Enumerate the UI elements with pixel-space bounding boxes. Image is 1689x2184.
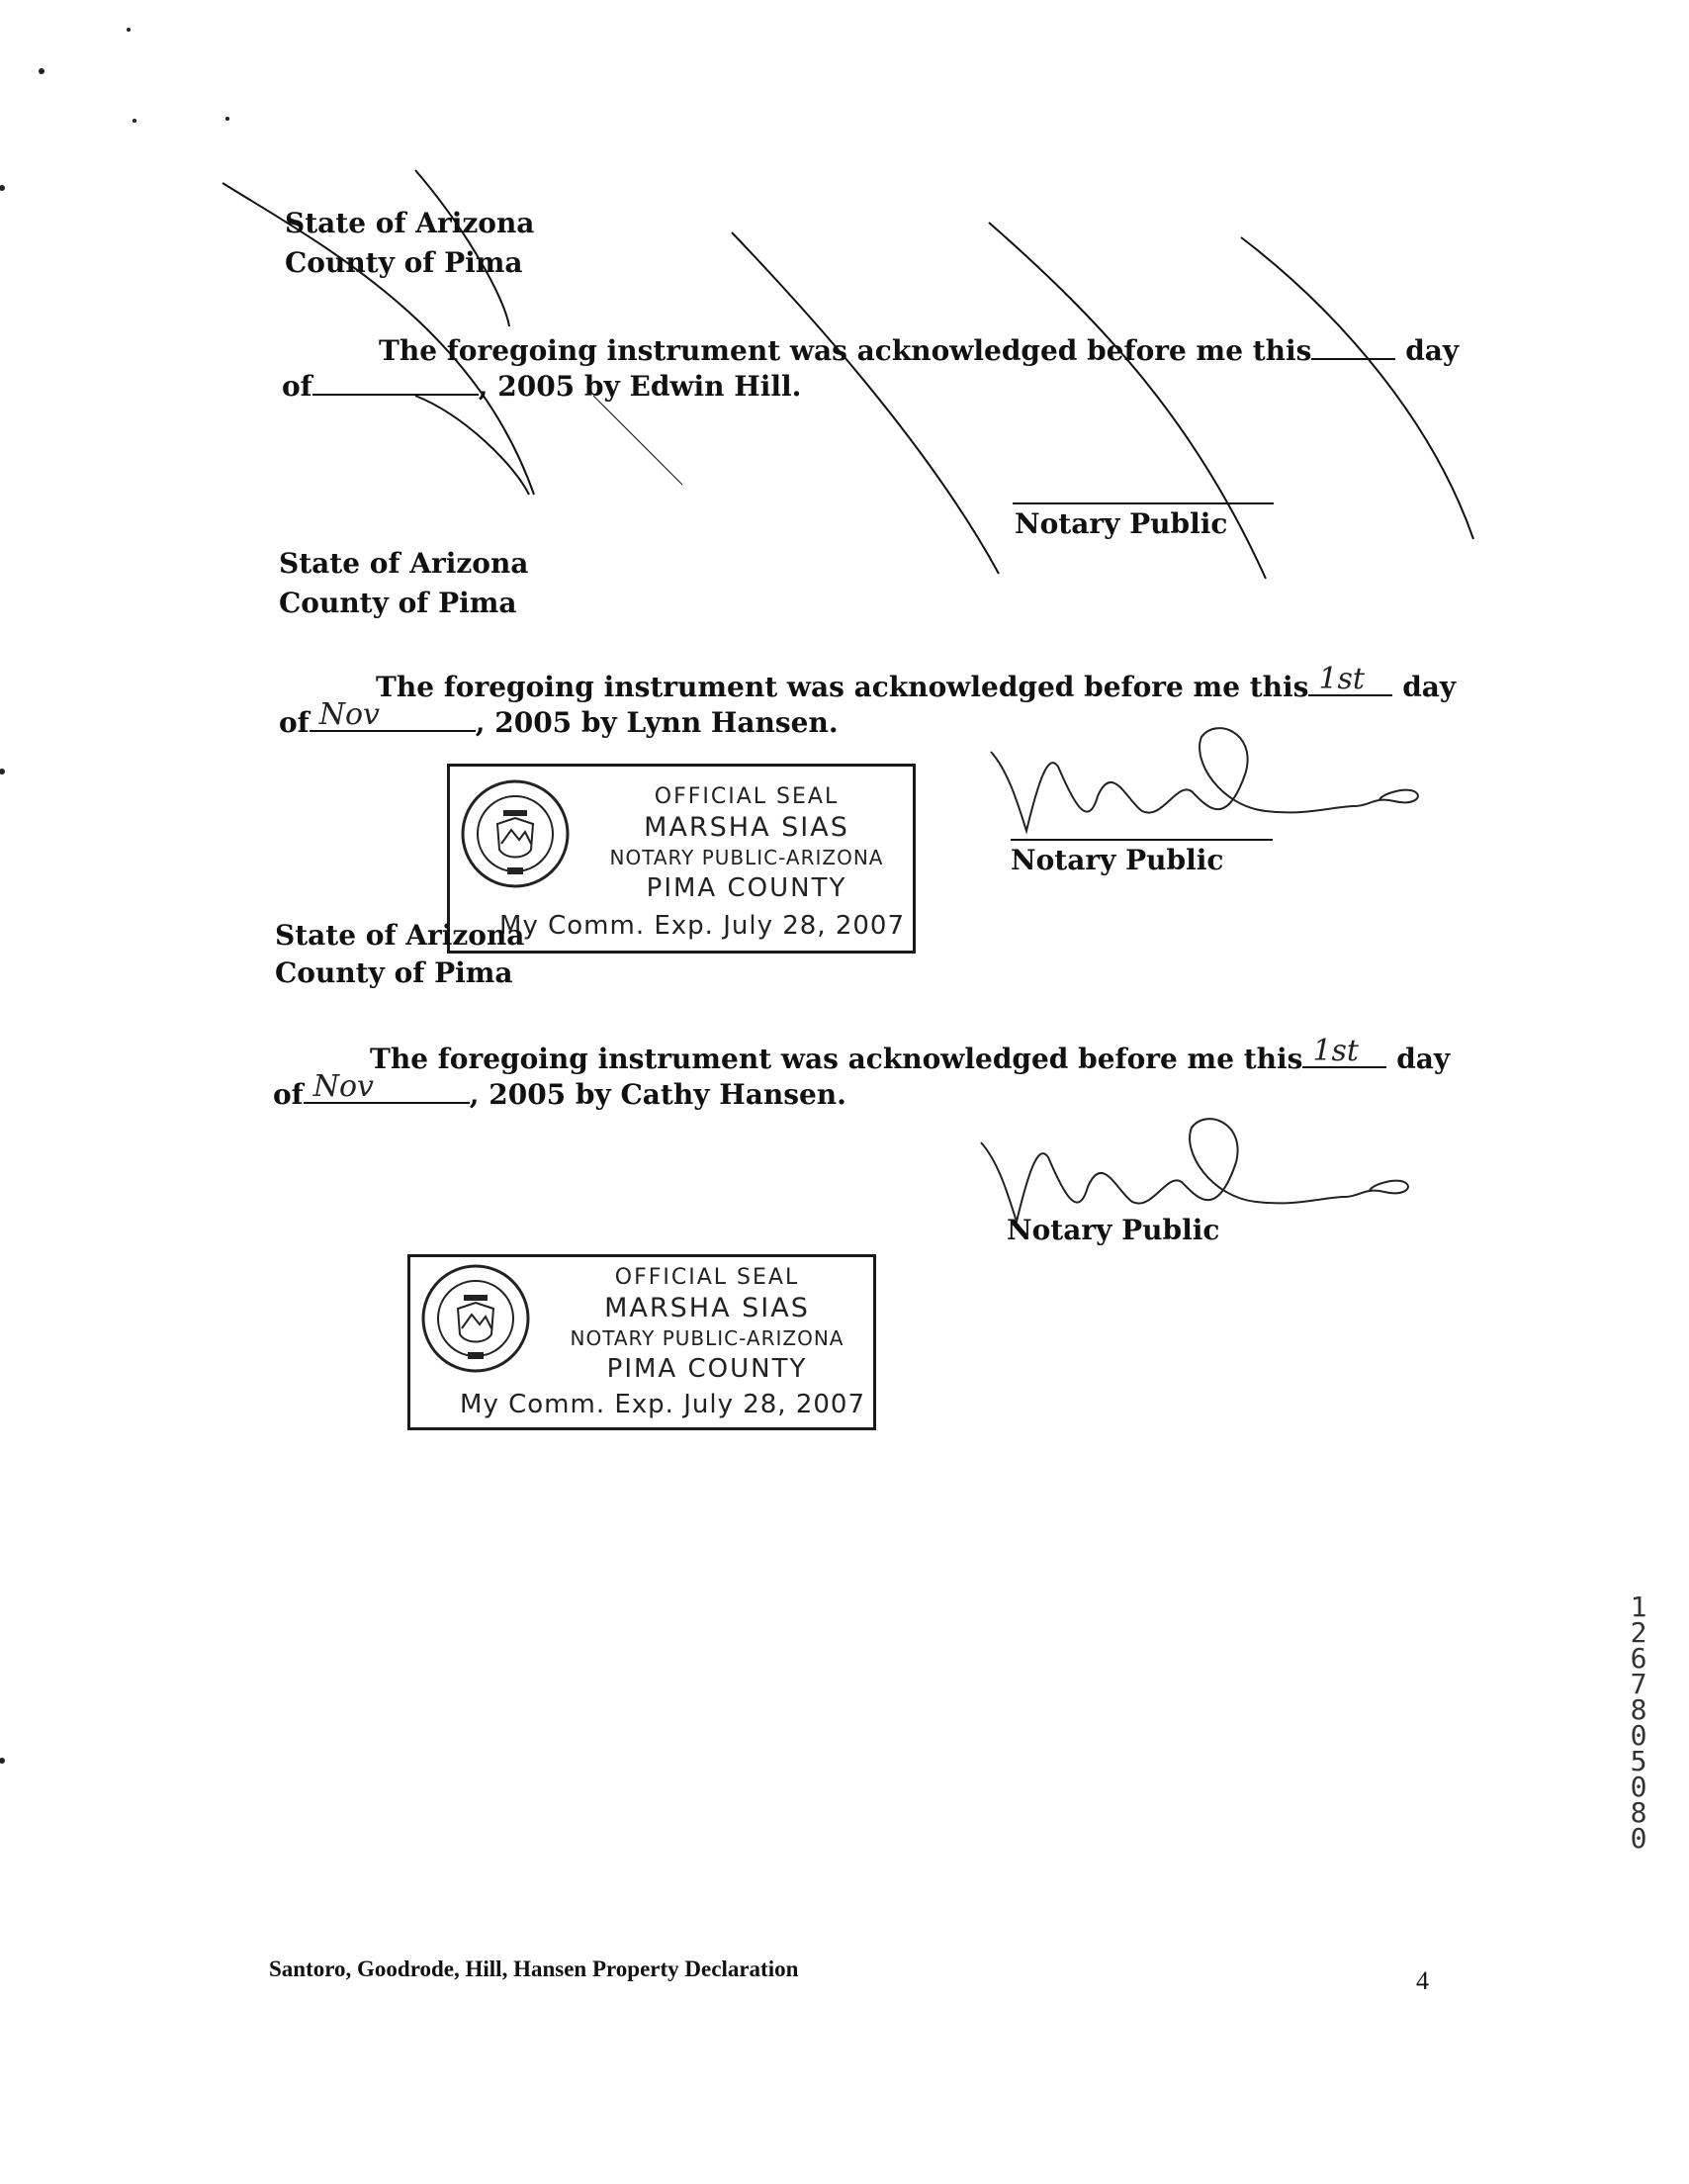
- ack-line-3: [370, 1034, 1451, 1075]
- stamp-title-1: OFFICIAL SEAL: [654, 784, 840, 809]
- arizona-seal-icon: [420, 1263, 531, 1374]
- day-value-3: 1st: [1312, 1034, 1359, 1068]
- signer-3: , 2005 by Cathy Hansen.: [469, 1078, 846, 1111]
- of-word-2: of: [279, 706, 310, 739]
- county-label-1: County of Pima: [285, 246, 523, 279]
- of-word-3: of: [273, 1078, 304, 1111]
- state-label-2: State of Arizona: [279, 547, 529, 580]
- signature-line-2: [1011, 839, 1273, 841]
- stamp-expires-2: My Comm. Exp. July 28, 2007: [460, 1390, 865, 1419]
- ack-text-3: The foregoing instrument was acknowledged before me this: [370, 1043, 1303, 1075]
- stamp-expires-1: My Comm. Exp. July 28, 2007: [499, 911, 905, 941]
- ack-line-2b: [279, 697, 839, 739]
- notary-label-2: Notary Public: [1011, 844, 1224, 876]
- signer-1: , 2005 by Edwin Hill.: [478, 370, 802, 403]
- day-word-2: day: [1402, 671, 1457, 703]
- ack-line-3b: [273, 1069, 846, 1111]
- county-label-2: County of Pima: [279, 587, 517, 619]
- notary-signature-2: [979, 712, 1444, 851]
- notary-stamp-2: [407, 1254, 876, 1430]
- of-word-1: of: [282, 370, 312, 403]
- state-label-3: State of Arizona: [275, 919, 525, 952]
- stamp-county-2: PIMA COUNTY: [606, 1354, 808, 1384]
- arizona-seal-icon: [460, 778, 571, 889]
- county-label-3: County of Pima: [275, 956, 513, 989]
- ack-line-2: [376, 662, 1457, 703]
- day-word-1: day: [1405, 334, 1460, 367]
- page-number: 4: [1416, 1966, 1429, 1995]
- stamp-role-2: NOTARY PUBLIC-ARIZONA: [570, 1326, 844, 1350]
- stamp-name-1: MARSHA SIAS: [644, 812, 849, 843]
- stamp-name-2: MARSHA SIAS: [604, 1293, 810, 1323]
- month-blank-2: [310, 697, 476, 732]
- signer-2: , 2005 by Lynn Hansen.: [475, 706, 839, 739]
- day-blank-3: [1302, 1034, 1386, 1068]
- stamp-county-1: PIMA COUNTY: [646, 873, 847, 903]
- strike-lines: [0, 0, 1689, 696]
- day-blank-2: [1308, 662, 1392, 696]
- month-value-3: Nov: [312, 1069, 374, 1104]
- stamp-role-1: NOTARY PUBLIC-ARIZONA: [609, 846, 884, 869]
- state-label-1: State of Arizona: [285, 207, 535, 239]
- document-number: 12678 05080: [1630, 1591, 1647, 1855]
- ack-text-2: The foregoing instrument was acknowledged before me this: [376, 671, 1309, 703]
- day-word-3: day: [1396, 1043, 1451, 1075]
- stamp-title-2: OFFICIAL SEAL: [614, 1265, 800, 1290]
- month-value-2: Nov: [318, 697, 380, 732]
- notary-label-1: Notary Public: [1015, 507, 1228, 540]
- day-value-2: 1st: [1318, 662, 1365, 696]
- ack-text-1: The foregoing instrument was acknowledged before me this: [379, 334, 1312, 367]
- footer-title: Santoro, Goodrode, Hill, Hansen Property Declaration: [269, 1956, 799, 1981]
- month-blank-3: [304, 1069, 470, 1104]
- notary-label-3: Notary Public: [1007, 1214, 1220, 1246]
